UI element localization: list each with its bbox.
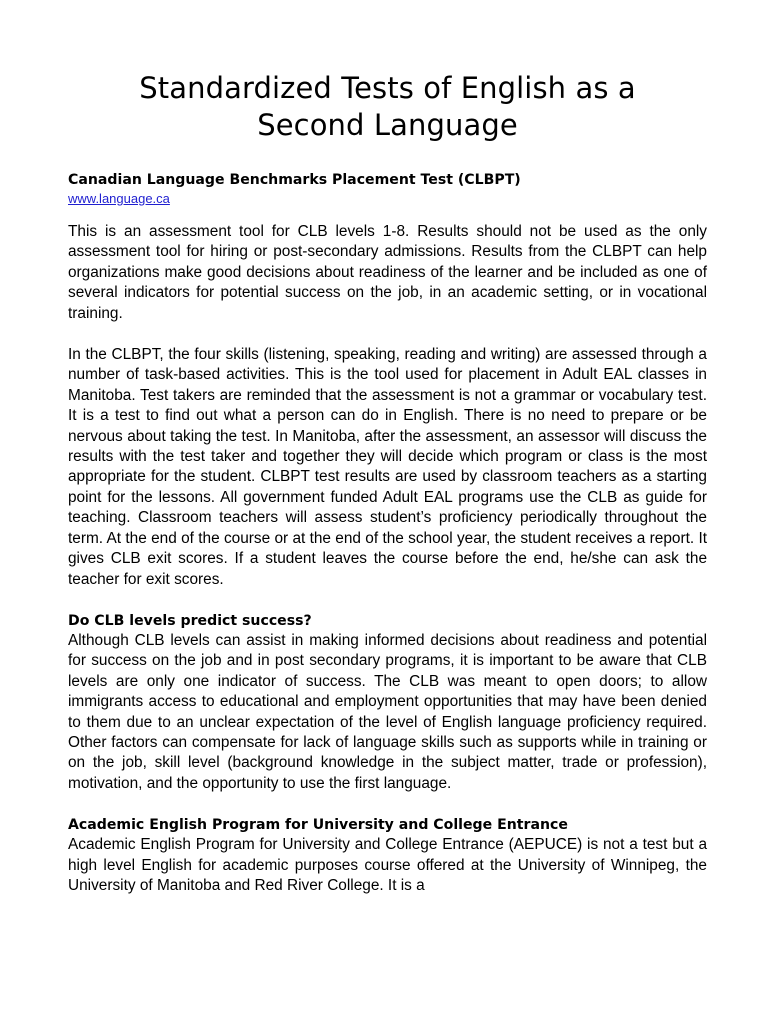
section-heading: Do CLB levels predict success? bbox=[68, 612, 312, 629]
section-clbpt bbox=[68, 170, 707, 590]
section-heading: Academic English Program for University and College Entrance bbox=[68, 817, 568, 834]
document-title bbox=[68, 70, 707, 144]
website-link[interactable]: www.language.ca bbox=[68, 191, 170, 206]
title-line-2: Second Language bbox=[257, 108, 518, 142]
paragraph: Although CLB levels can assist in making informed decisions about readiness and potential for success on the job and in post secondary programs, it is important to be aware that CLB levels are only one indicator of success. The CLB was meant to open doors; to allow immigrants access to educational and employment opportunities that may have been denied to them due to an unclear expectation of the level of English language proficiency required. Other factors can compensate for lack of language skills such as supports while in training or on the job, skill level (background knowledge in the subject matter, trade or profession), motivation, and the opportunity to use the first language. bbox=[68, 631, 707, 792]
document-page bbox=[68, 70, 707, 917]
paragraph: In the CLBPT, the four skills (listening, speaking, reading and writing) are assessed through a number of task-based activities. This is the tool used for placement in Adult EAL classes in Manitoba. Test takers are reminded that the assessment is not a grammar or vocabulary test. It is a test to find out what a person can do in English. There is no need to prepare or be nervous about taking the test. In Manitoba, after the assessment, an assessor will discuss the results with the test taker and together they will decide which program or class is the most appropriate for the student. CLBPT test results are used by classroom teachers as a starting point for the lessons. All government funded Adult EAL programs use the CLB as guide for teaching. Classroom teachers will assess student’s proficiency periodically throughout the term. At the end of the course or at the end of the school year, the student receives a report. It gives CLB exit scores. If a student leaves the course before the end, he/she can ask the teacher for exit scores. bbox=[68, 346, 707, 588]
section-heading: Canadian Language Benchmarks Placement Test (CLBPT) bbox=[68, 172, 521, 188]
section-clb-success bbox=[68, 611, 707, 794]
paragraph: Academic English Program for University and College Entrance (AEPUCE) is not a test but a high level English for academic purposes course offered at the University of Winnipeg, the University of Manitoba and Red River College. It is a bbox=[68, 836, 707, 894]
section-aepuce bbox=[68, 815, 707, 896]
title-line-1: Standardized Tests of English as a bbox=[139, 71, 636, 105]
paragraph: This is an assessment tool for CLB levels 1-8. Results should not be used as the only assessment tool for hiring or post-secondary admissions. Results from the CLBPT can help organizations make good decisions about readiness of the learner and be included as one of several indicators for potential success on the job, in an academic setting, or in vocational training. bbox=[68, 223, 707, 322]
